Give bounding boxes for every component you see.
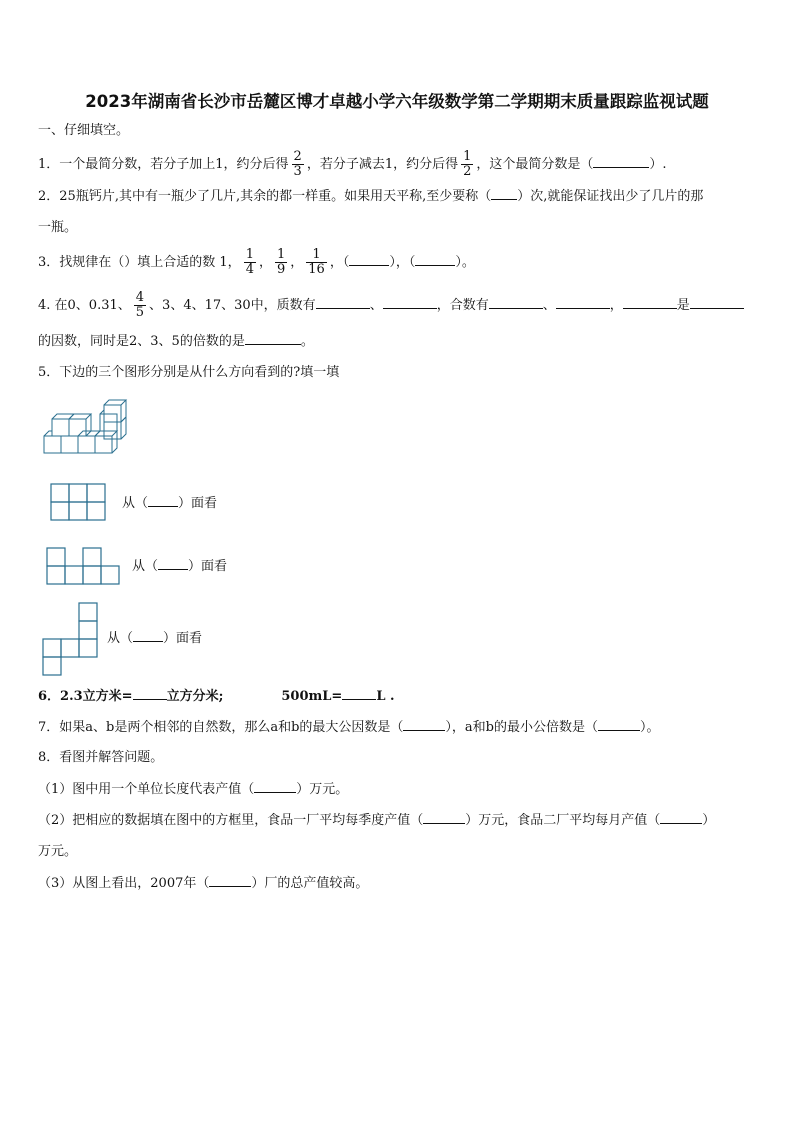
question-8-3: （3）从图上看出，2007年（ ）厂的总产值较高。 — [38, 876, 369, 891]
view-3-label: 从（ ）面看 — [107, 631, 203, 646]
question-8: 8．看图并解答问题。 — [38, 750, 164, 765]
q4-prime-blank-1[interactable] — [316, 296, 370, 309]
view-2-label: 从（ ）面看 — [132, 559, 228, 574]
view-grid-2 — [46, 546, 124, 586]
q4-composite-blank-1[interactable] — [489, 296, 543, 309]
view-grid-1 — [50, 483, 108, 523]
q4-factor-blank-2[interactable] — [690, 296, 744, 309]
q3-fraction-1: $\frac{1}{4}$ — [245, 247, 254, 277]
q1-fraction-2: $\frac{1}{2}$ — [463, 149, 472, 179]
q8-3-blank[interactable] — [209, 874, 251, 887]
q4-factor-blank-1[interactable] — [623, 296, 677, 309]
view-2-answer-blank[interactable] — [158, 557, 188, 570]
q3-fraction-2: $\frac{1}{9}$ — [276, 247, 286, 277]
question-8-1: （1）图中用一个单位长度代表产值（ ）万元。 — [38, 782, 349, 797]
q8-2-blank-2[interactable] — [660, 811, 702, 824]
cube-stack-figure — [40, 398, 130, 462]
q8-1-blank[interactable] — [254, 780, 296, 793]
q4-fraction: $\frac{4}{5}$ — [135, 290, 145, 320]
question-5: 5．下边的三个图形分别是从什么方向看到的?填一填 — [38, 365, 340, 380]
question-2-line-1: 2．25瓶钙片,其中有一瓶少了几片,其余的都一样重。如果用天平称,至少要称（ ）次,就能保证找出少了几片的那 — [38, 189, 704, 204]
question-1 — [38, 150, 667, 179]
q1-text-b: ，若分子减去1，约分后得 — [306, 157, 459, 172]
q3-fraction-3: $\frac{1}{16}$ — [308, 247, 325, 277]
view-grid-3 — [41, 602, 101, 676]
section-heading: 一、仔细填空。 — [38, 123, 130, 138]
question-4-line-2: 的因数，同时是2、3、5的倍数的是 。 — [38, 334, 314, 349]
question-7: 7．如果a、b是两个相邻的自然数，那么a和b的最大公因数是（ ），a和b的最小公倍数是（ ）。 — [38, 720, 660, 735]
q2-answer-blank[interactable] — [491, 187, 517, 200]
q1-answer-blank[interactable] — [593, 155, 649, 168]
view-1-answer-blank[interactable] — [148, 494, 178, 507]
q8-2-blank-1[interactable] — [423, 811, 465, 824]
q4-prime-blank-2[interactable] — [383, 296, 437, 309]
question-4-line-1: 4. 在0、0.31、 $\frac{4}{5}$ 、3、4、17、30中，质数有 、 ，合数有 、 ， 是 — [38, 291, 744, 320]
q3-answer-blank-1[interactable] — [349, 253, 389, 266]
q4-multiple-blank[interactable] — [245, 332, 301, 345]
q1-text-c: ，这个最简分数是（ — [476, 157, 594, 172]
q6-blank-2[interactable] — [342, 687, 376, 700]
q1-text-a: 1．一个最简分数，若分子加上1，约分后得 — [38, 157, 289, 172]
q3-answer-blank-2[interactable] — [415, 253, 455, 266]
q1-fraction-1: $\frac{2}{3}$ — [293, 149, 302, 179]
question-8-2-line-1: （2）把相应的数据填在图中的方框里，食品一厂平均每季度产值（ ）万元，食品二厂平均每月产值（ ） — [38, 813, 716, 828]
question-8-2-line-2: 万元。 — [38, 844, 78, 859]
q6-blank-1[interactable] — [133, 687, 167, 700]
q1-text-d: ）. — [649, 157, 667, 172]
q4-composite-blank-2[interactable] — [556, 296, 610, 309]
exam-title: 2023年湖南省长沙市岳麓区博才卓越小学六年级数学第二学期期末质量跟踪监视试题 — [85, 92, 709, 111]
q7-lcm-blank[interactable] — [598, 718, 640, 731]
view-3-answer-blank[interactable] — [133, 629, 163, 642]
q7-gcd-blank[interactable] — [403, 718, 445, 731]
view-1-label: 从（ ）面看 — [122, 496, 218, 511]
question-2-line-2: 一瓶。 — [38, 220, 78, 235]
question-6: 6．2.3立方米= 立方分米; 500mL= L . — [38, 689, 395, 704]
question-3: 3．找规律在（）填上合适的数 1， $\frac{1}{4}$ ， $\frac{1}{9}$ ， $\frac{1}{16}$ ，（ ），（ ）。 — [38, 247, 475, 277]
